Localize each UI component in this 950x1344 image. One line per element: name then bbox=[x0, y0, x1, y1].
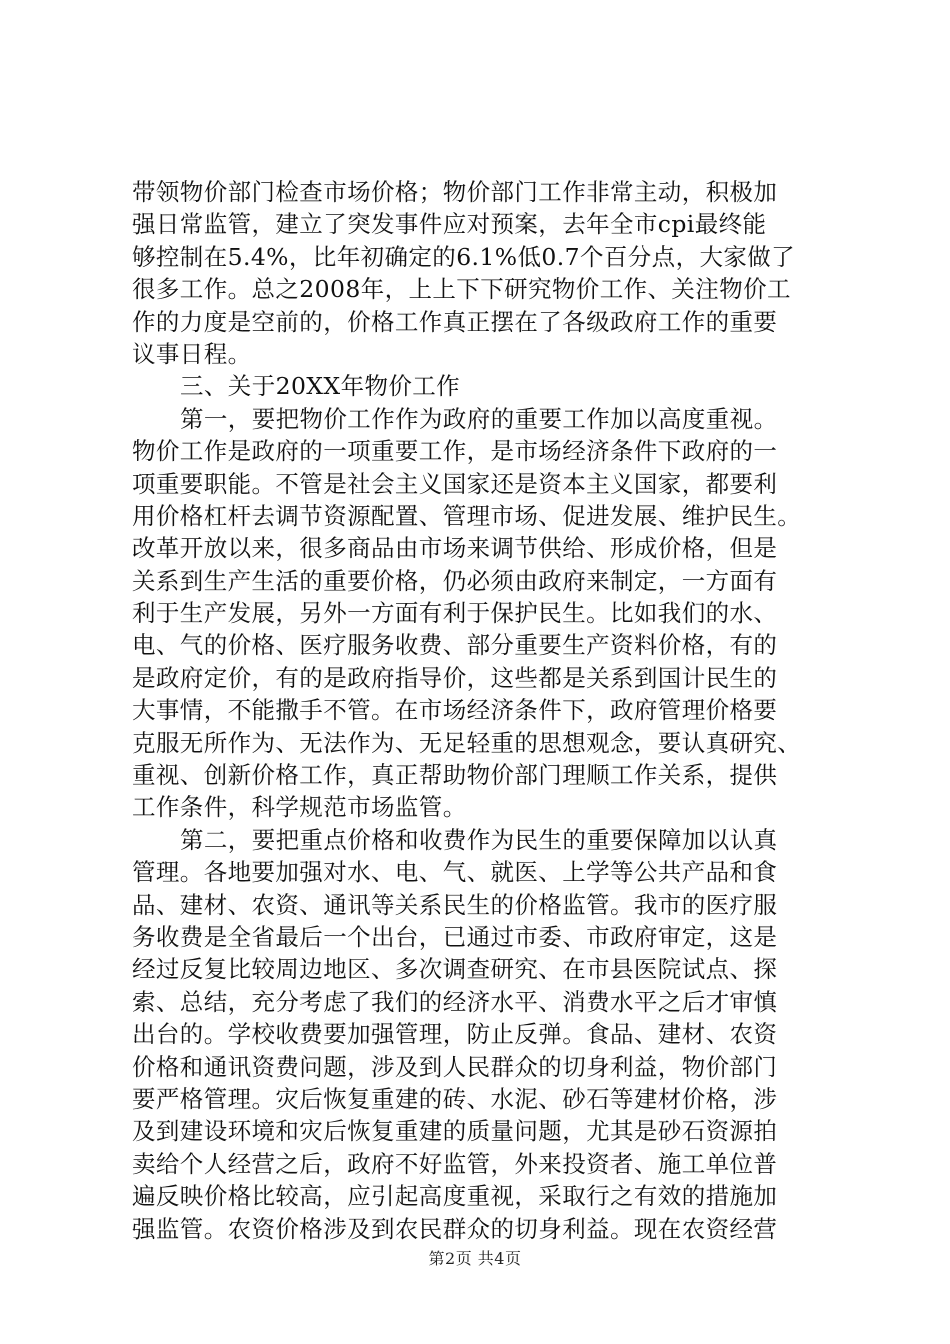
text-line: 价格和通讯资费问题，涉及到人民群众的切身利益，物价部门 bbox=[132, 1052, 778, 1081]
text-line: 大事情，不能撒手不管。在市场经济条件下，政府管理价格要 bbox=[132, 696, 778, 725]
text-line: 够控制在5.4%，比年初确定的6.1%低0.7个百分点，大家做了 bbox=[132, 242, 796, 271]
text-line: 经过反复比较周边地区、多次调查研究、在市县医院试点、探 bbox=[132, 955, 778, 984]
text-line: 带领物价部门检查市场价格；物价部门工作非常主动，积极加 bbox=[132, 178, 778, 206]
text-line: 作的力度是空前的，价格工作真正摆在了各级政府工作的重要 bbox=[132, 307, 778, 336]
text-line: 克服无所作为、无法作为、无足轻重的思想观念，要认真研究、 bbox=[132, 728, 802, 757]
text-line: 是政府定价，有的是政府指导价，这些都是关系到国计民生的 bbox=[132, 663, 778, 692]
text-line: 关系到生产生活的重要价格，仍必须由政府来制定，一方面有 bbox=[132, 566, 778, 595]
text-line: 利于生产发展，另外一方面有利于保护民生。比如我们的水、 bbox=[132, 599, 778, 628]
text-line: 很多工作。总之2008年，上上下下研究物价工作、关注物价工 bbox=[132, 275, 791, 304]
text-line: 重视、创新价格工作，真正帮助物价部门理顺工作关系，提供 bbox=[132, 761, 778, 790]
text-line: 出台的。学校收费要加强管理，防止反弹。食品、建材、农资 bbox=[132, 1020, 778, 1049]
text-line: 索、总结，充分考虑了我们的经济水平、消费水平之后才审慎 bbox=[132, 987, 778, 1016]
text-line: 强日常监管，建立了突发事件应对预案，去年全市cpi最终能 bbox=[132, 210, 767, 239]
document-body bbox=[132, 176, 832, 1245]
text-line: 遍反映价格比较高，应引起高度重视，采取行之有效的措施加 bbox=[132, 1182, 778, 1211]
text-line: 改革开放以来，很多商品由市场来调节供给、形成价格，但是 bbox=[132, 534, 778, 563]
text-line: 电、气的价格、医疗服务收费、部分重要生产资料价格，有的 bbox=[132, 631, 778, 660]
text-line: 卖给个人经营之后，政府不好监管，外来投资者、施工单位普 bbox=[132, 1149, 778, 1178]
text-line: 及到建设环境和灾后恢复重建的质量问题，尤其是砂石资源拍 bbox=[132, 1117, 778, 1146]
text-line: 第二，要把重点价格和收费作为民生的重要保障加以认真 bbox=[180, 825, 778, 854]
text-line: 议事日程。 bbox=[132, 339, 252, 368]
text-line: 物价工作是政府的一项重要工作，是市场经济条件下政府的一 bbox=[132, 437, 778, 466]
text-line: 用价格杠杆去调节资源配置、管理市场、促进发展、维护民生。 bbox=[132, 501, 802, 530]
section-heading: 三、关于20XX年物价工作 bbox=[180, 372, 461, 401]
text-line: 工作条件，科学规范市场监管。 bbox=[132, 793, 467, 822]
text-line: 务收费是全省最后一个出台，已通过市委、市政府审定，这是 bbox=[132, 922, 778, 951]
text-line: 项重要职能。不管是社会主义国家还是资本主义国家，都要利 bbox=[132, 469, 778, 498]
text-line: 强监管。农资价格涉及到农民群众的切身利益。现在农资经营 bbox=[132, 1214, 778, 1243]
text-line: 要严格管理。灾后恢复重建的砖、水泥、砂石等建材价格，涉 bbox=[132, 1084, 778, 1113]
page-number-footer: 第2页 共4页 bbox=[428, 1249, 522, 1268]
text-line: 第一，要把物价工作作为政府的重要工作加以高度重视。 bbox=[180, 404, 778, 433]
text-line: 品、建材、农资、通讯等关系民生的价格监管。我市的医疗服 bbox=[132, 890, 778, 919]
text-line: 管理。各地要加强对水、电、气、就医、上学等公共产品和食 bbox=[132, 858, 778, 887]
